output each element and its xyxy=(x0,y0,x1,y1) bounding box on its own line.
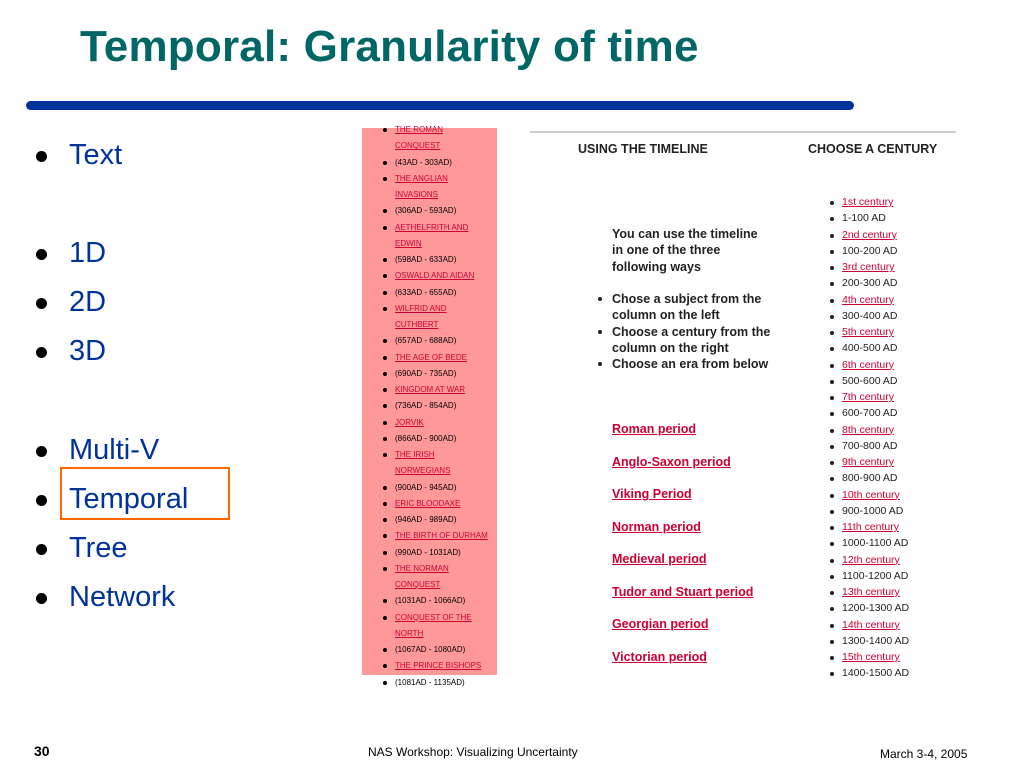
bullet-dot-icon xyxy=(383,437,387,441)
bullet-dot-icon xyxy=(383,486,387,490)
subject-column-screenshot xyxy=(362,125,497,687)
bullet-dot-icon xyxy=(830,477,834,481)
century-link[interactable]: 11th century xyxy=(842,521,900,533)
bullet-dot-icon xyxy=(830,624,834,628)
bullet-dot-icon xyxy=(383,258,387,262)
century-range-text: 900-1000 AD xyxy=(842,504,904,517)
subject-link[interactable]: WILFRID AND xyxy=(395,303,447,313)
century-range-text: 1300-1400 AD xyxy=(842,634,910,647)
bullet-dot-icon xyxy=(383,128,387,132)
era-link[interactable]: Georgian period xyxy=(612,617,709,631)
century-link[interactable]: 2nd century xyxy=(842,228,897,241)
bullet-dot-icon xyxy=(830,494,834,498)
date-range-text: (866AD - 900AD) xyxy=(395,433,457,443)
bullet-dot-icon xyxy=(383,648,387,652)
bullet-dot-icon xyxy=(383,518,387,522)
bullet-dot-icon xyxy=(383,502,387,506)
century-range-text: 500-600 AD xyxy=(842,374,898,387)
bullet-dot-icon xyxy=(830,672,834,676)
bullet-dot-icon xyxy=(383,453,387,457)
bullet-dot-icon xyxy=(383,209,387,213)
subject-link[interactable]: EDWIN xyxy=(395,238,422,248)
panel-top-rule xyxy=(530,131,956,133)
bullet-dot-icon xyxy=(830,347,834,351)
subject-link[interactable]: THE AGE OF BEDE xyxy=(395,352,468,362)
intro-text-line: following ways xyxy=(612,259,701,274)
bullet-dot-icon xyxy=(383,372,387,376)
century-range-text: 1400-1500 AD xyxy=(842,667,910,680)
era-link[interactable]: Anglo-Saxon period xyxy=(612,454,731,469)
bullet-dot-icon xyxy=(36,544,47,555)
subject-link[interactable]: KINGDOM AT WAR xyxy=(395,385,466,394)
century-link[interactable]: 7th century xyxy=(842,391,894,403)
bullet-dot-icon xyxy=(383,567,387,571)
way-text-line: column on the left xyxy=(612,308,720,323)
bullet-dot-icon xyxy=(36,593,47,604)
bullet-dot-icon xyxy=(383,274,387,278)
subject-link[interactable]: OSWALD AND AIDAN xyxy=(395,271,475,281)
bullet-dot-icon xyxy=(383,226,387,230)
bullet-text: Multi-V xyxy=(69,434,160,466)
bullet-dot-icon xyxy=(830,461,834,465)
date-range-text: (633AD - 655AD) xyxy=(395,287,457,297)
bullet-dot-icon xyxy=(830,429,834,433)
bullet-dot-icon xyxy=(830,364,834,368)
bullet-dot-icon xyxy=(383,177,387,181)
bullet-dot-icon xyxy=(36,446,47,457)
slide-title: Temporal: Granularity of time xyxy=(80,22,699,71)
date-range-text: (598AD - 633AD) xyxy=(395,255,457,264)
bullet-dot-icon xyxy=(36,298,47,309)
bullet-dot-icon xyxy=(383,616,387,620)
bullet-dot-icon xyxy=(830,575,834,579)
century-link[interactable]: 15th century xyxy=(842,651,900,663)
bullet-dot-icon xyxy=(383,404,387,408)
date-range-text: (900AD - 945AD) xyxy=(395,482,457,492)
bullet-text: Network xyxy=(69,581,176,613)
timeline-screenshot xyxy=(530,128,960,680)
way-text-line: Chose a subject from the xyxy=(612,292,762,306)
era-link[interactable]: Norman period xyxy=(612,519,701,534)
subject-link[interactable]: AETHELFRITH AND xyxy=(395,222,469,232)
bullet-dot-icon xyxy=(383,161,387,165)
bullet-text: 1D xyxy=(69,237,107,269)
date-range-text: (43AD - 303AD) xyxy=(395,157,452,167)
bullet-dot-icon xyxy=(383,534,387,538)
subject-link[interactable]: THE PRINCE BISHOPS xyxy=(395,661,482,671)
subject-link[interactable]: THE IRISH xyxy=(395,450,435,459)
page-number: 30 xyxy=(34,743,50,759)
century-range-text: 1200-1300 AD xyxy=(842,602,910,615)
bullet-text: 2D xyxy=(69,286,107,318)
bullet-dot-icon xyxy=(36,347,47,358)
century-link[interactable]: 5th century xyxy=(842,326,894,338)
century-range-text: 1100-1200 AD xyxy=(842,569,909,582)
century-range-text: 600-700 AD xyxy=(842,407,898,420)
date-range-text: (690AD - 735AD) xyxy=(395,368,457,378)
bullet-dot-icon xyxy=(830,510,834,514)
subject-link[interactable]: INVASIONS xyxy=(395,190,438,199)
century-link[interactable]: 13th century xyxy=(842,586,900,598)
bullet-dot-icon xyxy=(830,559,834,563)
subject-link[interactable]: CUTHBERT xyxy=(395,320,439,329)
way-text-line: Choose a century from the xyxy=(612,324,771,339)
bullet-dot-icon xyxy=(598,297,602,301)
bullet-dot-icon xyxy=(36,495,47,506)
subject-link[interactable]: THE ROMAN xyxy=(395,125,443,134)
subject-link[interactable]: NORWEGIANS xyxy=(395,466,451,476)
bullet-dot-icon xyxy=(36,151,47,162)
date-range-text: (1081AD - 1135AD) xyxy=(395,677,465,687)
bullet-dot-icon xyxy=(383,388,387,392)
bullet-dot-icon xyxy=(830,542,834,546)
bullet-dot-icon xyxy=(383,291,387,295)
bullet-dot-icon xyxy=(36,249,47,260)
century-range-text: 800-900 AD xyxy=(842,472,898,485)
bullet-dot-icon xyxy=(598,362,602,366)
century-link[interactable]: 8th century xyxy=(842,423,894,436)
subject-link[interactable]: THE ANGLIAN xyxy=(395,173,448,183)
century-link[interactable]: 12th century xyxy=(842,553,900,566)
footer-date: March 3-4, 2005 xyxy=(880,747,968,761)
title-underline-bar xyxy=(26,101,854,110)
bullet-dot-icon xyxy=(830,266,834,270)
century-range-text: 700-800 AD xyxy=(842,439,898,452)
century-link[interactable]: 1st century xyxy=(842,196,894,208)
bullet-dot-icon xyxy=(383,421,387,425)
date-range-text: (1031AD - 1066AD) xyxy=(395,596,466,606)
bullet-text: Tree xyxy=(69,532,128,564)
era-link[interactable]: Viking Period xyxy=(612,487,692,501)
century-link[interactable]: 10th century xyxy=(842,488,900,501)
subject-link[interactable]: CONQUEST xyxy=(395,141,441,151)
bullet-dot-icon xyxy=(830,299,834,303)
bullet-dot-icon xyxy=(830,201,834,205)
date-range-text: (1067AD - 1080AD) xyxy=(395,645,466,654)
bullet-dot-icon xyxy=(383,599,387,603)
bullet-dot-icon xyxy=(383,664,387,668)
bullet-dot-icon xyxy=(830,396,834,400)
century-link[interactable]: 4th century xyxy=(842,293,894,306)
footer-title: NAS Workshop: Visualizing Uncertainty xyxy=(368,745,578,759)
bullet-dot-icon xyxy=(383,356,387,360)
century-range-text: 300-400 AD xyxy=(842,309,898,322)
subject-link[interactable]: ERIC BLOODAXE xyxy=(395,498,461,508)
century-link[interactable]: 6th century xyxy=(842,358,894,371)
bullet-dot-icon xyxy=(830,656,834,660)
bullet-text: 3D xyxy=(69,335,107,367)
date-range-text: (657AD - 688AD) xyxy=(395,336,457,346)
bullet-dot-icon xyxy=(830,445,834,449)
subject-link[interactable]: CONQUEST xyxy=(395,580,441,589)
bullet-dot-icon xyxy=(830,380,834,384)
way-text-line: Choose an era from below xyxy=(612,357,769,372)
era-link[interactable]: Medieval period xyxy=(612,552,707,566)
subject-link[interactable]: THE BIRTH OF DURHAM xyxy=(395,531,488,541)
era-link[interactable]: Roman period xyxy=(612,422,697,436)
century-link[interactable]: 9th century xyxy=(842,456,894,468)
bullet-dot-icon xyxy=(830,315,834,319)
century-link[interactable]: 14th century xyxy=(842,618,900,631)
bullet-dot-icon xyxy=(830,331,834,335)
bullet-dot-icon xyxy=(830,607,834,611)
bullet-dot-icon xyxy=(830,282,834,286)
way-text-line: column on the right xyxy=(612,340,729,355)
bullet-dot-icon xyxy=(830,217,834,221)
bullet-dot-icon xyxy=(830,591,834,595)
using-timeline-heading: USING THE TIMELINE xyxy=(578,142,708,156)
era-link[interactable]: Victorian period xyxy=(612,649,707,664)
highlight-box xyxy=(60,467,230,520)
bullet-dot-icon xyxy=(830,250,834,254)
bullet-dot-icon xyxy=(830,640,834,644)
subject-link[interactable]: JORVIK xyxy=(395,417,424,427)
date-range-text: (736AD - 854AD) xyxy=(395,401,457,411)
century-range-text: 400-500 AD xyxy=(842,342,898,355)
choose-century-heading: CHOOSE A CENTURY xyxy=(808,142,938,156)
intro-text-line: in one of the three xyxy=(612,243,721,258)
date-range-text: (946AD - 989AD) xyxy=(395,515,457,524)
century-range-text: 1-100 AD xyxy=(842,212,886,225)
subject-link[interactable]: THE NORMAN xyxy=(395,563,449,573)
bullet-dot-icon xyxy=(830,234,834,238)
intro-text-line: You can use the timeline xyxy=(612,227,758,241)
bullet-text: Temporal xyxy=(69,483,189,515)
subject-link[interactable]: CONQUEST OF THE xyxy=(395,612,472,622)
date-range-text: (990AD - 1031AD) xyxy=(395,547,461,557)
bullet-dot-icon xyxy=(383,307,387,311)
bullet-dot-icon xyxy=(830,412,834,416)
century-range-text: 200-300 AD xyxy=(842,277,898,290)
era-link[interactable]: Tudor and Stuart period xyxy=(612,584,754,599)
subject-link[interactable]: NORTH xyxy=(395,628,424,638)
century-link[interactable]: 3rd century xyxy=(842,261,895,273)
century-range-text: 100-200 AD xyxy=(842,244,898,257)
bullet-dot-icon xyxy=(383,681,387,685)
century-range-text: 1000-1100 AD xyxy=(842,537,909,550)
bullet-dot-icon xyxy=(830,526,834,530)
bullet-dot-icon xyxy=(598,330,602,334)
date-range-text: (306AD - 593AD) xyxy=(395,206,457,216)
bullet-dot-icon xyxy=(383,551,387,555)
bullet-dot-icon xyxy=(383,339,387,343)
bullet-text: Text xyxy=(69,139,123,171)
